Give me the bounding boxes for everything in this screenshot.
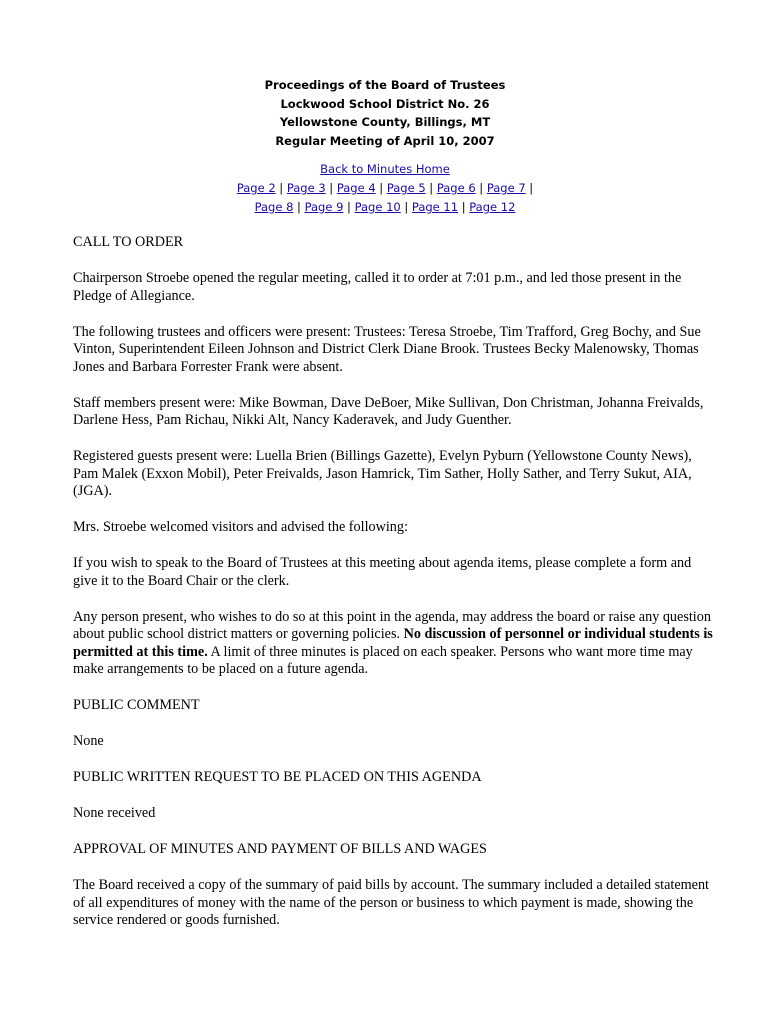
- guests-present-text: Registered guests present were: Luella Brien (Billings Gazette), Evelyn Pyburn (Yellowstone County News), Pam Malek (Exxon Mobil), Peter Freivalds, Jason Hamrick, Tim Sather, Holly Sather, and Terry Sukut, AIA, (JGA).: [73, 448, 692, 499]
- link-separator: |: [325, 181, 337, 195]
- written-request-text: None received: [73, 805, 156, 821]
- header-title: Proceedings of the Board of Trustees: [264, 78, 506, 92]
- link-separator: |: [375, 181, 387, 195]
- page-navigation: [0, 160, 770, 217]
- page-link-page-5[interactable]: Page 5: [386, 181, 426, 195]
- link-separator: |: [400, 200, 412, 214]
- link-separator: |: [525, 181, 534, 195]
- public-comment-text: None: [73, 733, 104, 749]
- call-to-order-text: Chairperson Stroebe opened the regular meeting, called it to order at 7:01 p.m., and led those present in the Pledge of Allegiance.: [73, 270, 682, 304]
- call-to-order-heading: CALL TO ORDER: [73, 234, 184, 250]
- page-link-page-12[interactable]: Page 12: [469, 200, 516, 214]
- page-link-page-3[interactable]: Page 3: [286, 181, 326, 195]
- page-link-page-2[interactable]: Page 2: [236, 181, 276, 195]
- address-text-bold: No discussion of personnel or individual students is permitted at this time.: [73, 626, 713, 660]
- back-to-minutes-link[interactable]: Back to Minutes Home: [320, 162, 450, 176]
- link-separator: |: [293, 200, 305, 214]
- trustees-present-text: The following trustees and officers were present: Trustees: Teresa Stroebe, Tim Trafford, Greg Bochy, and Sue Vinton, Superintendent Eileen Johnson and District Clerk Diane Brook. Trustees Becky Malenowsky, Thomas Jones and Barbara Forrester Frank were absent.: [73, 323, 701, 375]
- back-link-row: [0, 160, 770, 179]
- page-links-row-1: [0, 179, 770, 198]
- written-request-heading: PUBLIC WRITTEN REQUEST TO BE PLACED ON THIS AGENDA: [73, 769, 482, 785]
- page-link-page-10[interactable]: Page 10: [354, 200, 401, 214]
- page-link-page-7[interactable]: Page 7: [486, 181, 526, 195]
- page-link-page-8[interactable]: Page 8: [254, 200, 294, 214]
- staff-present-text: Staff members present were: Mike Bowman, Dave DeBoer, Mike Sullivan, Don Christman, Johanna Freivalds, Darlene Hess, Pam Richau, Nikki Alt, Nancy Kaderavek, and Judy Guenther.: [73, 394, 704, 428]
- approval-text: The Board received a copy of the summary of paid bills by account. The summary included a detailed statement of all expenditures of money with the name of the person or business to which payment is made, showing the service rendered or goods furnished.: [73, 877, 709, 928]
- header-meeting-date: Regular Meeting of April 10, 2007: [275, 133, 495, 148]
- header-location: Yellowstone County, Billings, MT: [279, 115, 491, 129]
- link-separator: |: [458, 200, 470, 214]
- address-text-part-1: Any person present, who wishes to do so at this point in the agenda, may address the board or raise any question about public school district matters or governing policies.: [73, 608, 711, 642]
- approval-heading: APPROVAL OF MINUTES AND PAYMENT OF BILLS AND WAGES: [73, 841, 487, 857]
- page-link-page-9[interactable]: Page 9: [304, 200, 344, 214]
- page-link-page-11[interactable]: Page 11: [411, 200, 459, 214]
- page-link-page-4[interactable]: Page 4: [336, 181, 376, 195]
- public-comment-heading: PUBLIC COMMENT: [73, 697, 200, 713]
- header-district: Lockwood School District No. 26: [280, 96, 490, 111]
- welcome-text: Mrs. Stroebe welcomed visitors and advised the following:: [73, 519, 408, 535]
- address-text-part-2: A limit of three minutes is placed on each speaker. Persons who want more time may make arrangements to be placed on a future agenda.: [73, 643, 693, 677]
- address-board-text: [73, 609, 713, 679]
- speak-instructions-text: If you wish to speak to the Board of Trustees at this meeting about agenda items, please complete a form and give it to the Board Chair or the clerk.: [73, 555, 692, 589]
- link-separator: |: [343, 200, 355, 214]
- link-separator: |: [425, 181, 437, 195]
- page-link-page-6[interactable]: Page 6: [436, 181, 476, 195]
- link-separator: |: [475, 181, 487, 195]
- document-header: [0, 76, 770, 150]
- document-body: [73, 234, 713, 948]
- page-links-row-2: [0, 198, 770, 217]
- link-separator: |: [275, 181, 287, 195]
